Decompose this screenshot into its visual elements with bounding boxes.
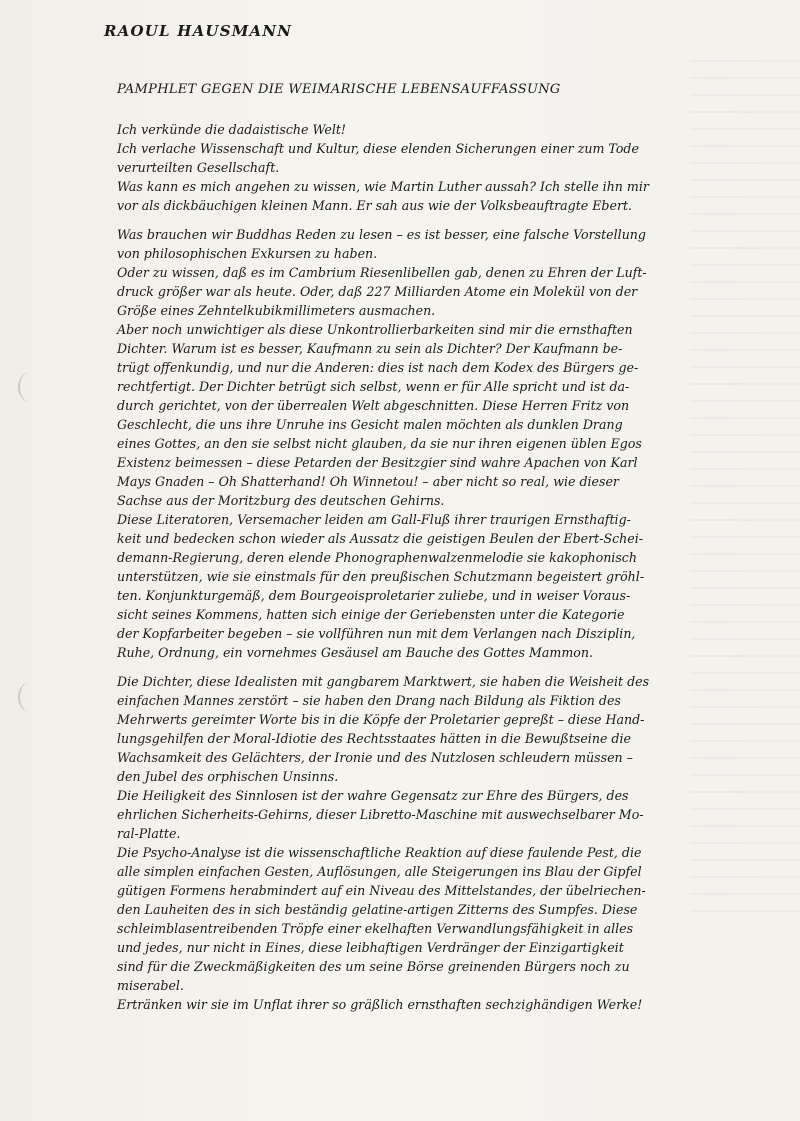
text-line: Die Psycho-Analyse ist die wissenschaftliche Reaktion auf diese faulende Pest, die: [117, 845, 642, 860]
text-line: der Kopfarbeiter begeben – sie vollführen nun mit dem Verlangen nach Disziplin,: [117, 626, 636, 641]
text-line: demann-Regierung, deren elende Phonographenwalzenmelodie sie kakophonisch: [117, 550, 637, 565]
text-line: durch gerichtet, von der überrealen Welt abgeschnitten. Diese Herren Fritz von: [117, 398, 630, 413]
text-line: Oder zu wissen, daß es im Cambrium Riesenlibellen gab, denen zu Ehren der Luft-: [117, 265, 647, 280]
show-through-bleed: [690, 60, 800, 920]
text-line: Dichter. Warum ist es besser, Kaufmann zu sein als Dichter? Der Kaufmann be-: [117, 341, 623, 356]
text-line: lungsgehilfen der Moral-Idiotie des Rechtsstaates hätten in die Bewußtseine die: [117, 731, 631, 746]
punch-hole-mark: [18, 682, 42, 712]
text-line: den Lauheiten des in sich beständig gelatine-artigen Zitterns des Sumpfes. Diese: [117, 902, 638, 917]
text-line: vor als dickbäuchigen kleinen Mann. Er sah aus wie der Volksbeauftragte Ebert.: [117, 198, 633, 213]
text-line: von philosophischen Exkursen zu haben.: [117, 246, 378, 261]
text-line: Größe eines Zehntelkubikmillimeters ausmachen.: [117, 303, 436, 318]
pamphlet-body: [117, 120, 662, 1014]
text-line: Geschlecht, die uns ihre Unruhe ins Gesicht malen möchten als dunklen Drang: [117, 417, 623, 432]
text-line: unterstützen, wie sie einstmals für den preußischen Schutzmann begeistert gröhl-: [117, 569, 645, 584]
text-line: Die Heiligkeit des Sinnlosen ist der wahre Gegensatz zur Ehre des Bürgers, des: [117, 788, 629, 803]
text-line: verurteilten Gesellschaft.: [117, 160, 280, 175]
text-line: Ertränken wir sie im Unflat ihrer so gräßlich ernsthaften sechzighändigen Werke!: [117, 997, 643, 1012]
text-line: gütigen Formens herabmindert auf ein Niveau des Mittelstandes, der übelriechen-: [117, 883, 646, 898]
text-line: Was kann es mich angehen zu wissen, wie Martin Luther aussah? Ich stelle ihn mir: [117, 179, 649, 194]
text-line: einfachen Mannes zerstört – sie haben den Drang nach Bildung als Fiktion des: [117, 693, 621, 708]
text-line: ral-Platte.: [117, 826, 181, 841]
paragraph-gap: [117, 215, 662, 225]
text-line: trügt offenkundig, und nur die Anderen: dies ist nach dem Kodex des Bürgers ge-: [117, 360, 639, 375]
punch-hole-mark: [18, 372, 42, 402]
text-line: eines Gottes, an den sie selbst nicht glauben, da sie nur ihren eigenen üblen Egos: [117, 436, 642, 451]
text-line: Wachsamkeit des Gelächters, der Ironie und des Nutzlosen schleudern müssen –: [117, 750, 633, 765]
paragraph: [117, 225, 662, 662]
text-line: sicht seines Kommens, hatten sich einige der Geriebensten unter die Kategorie: [117, 607, 625, 622]
paragraph: [117, 120, 662, 215]
text-line: den Jubel des orphischen Unsinns.: [117, 769, 339, 784]
text-line: keit und bedecken schon wieder als Aussatz die geistigen Beulen der Ebert-Schei-: [117, 531, 643, 546]
author-heading: RAOUL HAUSMANN: [104, 22, 293, 40]
text-line: ten. Konjunkturgemäß, dem Bourgeoisproletarier zuliebe, und in weiser Voraus-: [117, 588, 631, 603]
text-line: miserabel.: [117, 978, 184, 993]
text-line: Was brauchen wir Buddhas Reden zu lesen – es ist besser, eine falsche Vorstellung: [117, 227, 646, 242]
text-line: sind für die Zweckmäßigkeiten des um seine Börse greinenden Bürgers noch zu: [117, 959, 630, 974]
text-line: Ruhe, Ordnung, ein vornehmes Gesäusel am Bauche des Gottes Mammon.: [117, 645, 593, 660]
paragraph-gap: [117, 662, 662, 672]
text-line: druck größer war als heute. Oder, daß 227 Milliarden Atome ein Molekül von der: [117, 284, 638, 299]
text-line: Ich verlache Wissenschaft und Kultur, diese elenden Sicherungen einer zum Tode: [117, 141, 639, 156]
text-line: Existenz beimessen – diese Petarden der Besitzgier sind wahre Apachen von Karl: [117, 455, 638, 470]
pamphlet-title: PAMPHLET GEGEN DIE WEIMARISCHE LEBENSAUFFASSUNG: [117, 82, 561, 97]
text-line: alle simplen einfachen Gesten, Auflösungen, alle Steigerungen ins Blau der Gipfel: [117, 864, 642, 879]
text-line: Mays Gnaden – Oh Shatterhand! Oh Winnetou! – aber nicht so real, wie dieser: [117, 474, 619, 489]
text-line: ehrlichen Sicherheits-Gehirns, dieser Libretto-Maschine mit auswechselbarer Mo-: [117, 807, 644, 822]
text-line: Diese Literatoren, Versemacher leiden am Gall-Fluß ihrer traurigen Ernsthaftig-: [117, 512, 631, 527]
text-line: Aber noch unwichtiger als diese Unkontrollierbarkeiten sind mir die ernsthaften: [117, 322, 633, 337]
text-line: Die Dichter, diese Idealisten mit gangbarem Marktwert, sie haben die Weisheit des: [117, 674, 650, 689]
text-line: Mehrwerts gereimter Worte bis in die Köpfe der Proletarier gepreßt – diese Hand-: [117, 712, 645, 727]
text-line: Ich verkünde die dadaistische Welt!: [117, 122, 346, 137]
text-line: und jedes, nur nicht in Eines, diese leibhaftigen Verdränger der Einzigartigkeit: [117, 940, 624, 955]
text-line: rechtfertigt. Der Dichter betrügt sich selbst, wenn er für Alle spricht und ist da-: [117, 379, 630, 394]
paragraph: [117, 672, 662, 1014]
text-line: schleimblasentreibenden Tröpfe einer ekelhaften Verwandlungsfähigkeit in alles: [117, 921, 634, 936]
text-line: Sachse aus der Moritzburg des deutschen Gehirns.: [117, 493, 445, 508]
